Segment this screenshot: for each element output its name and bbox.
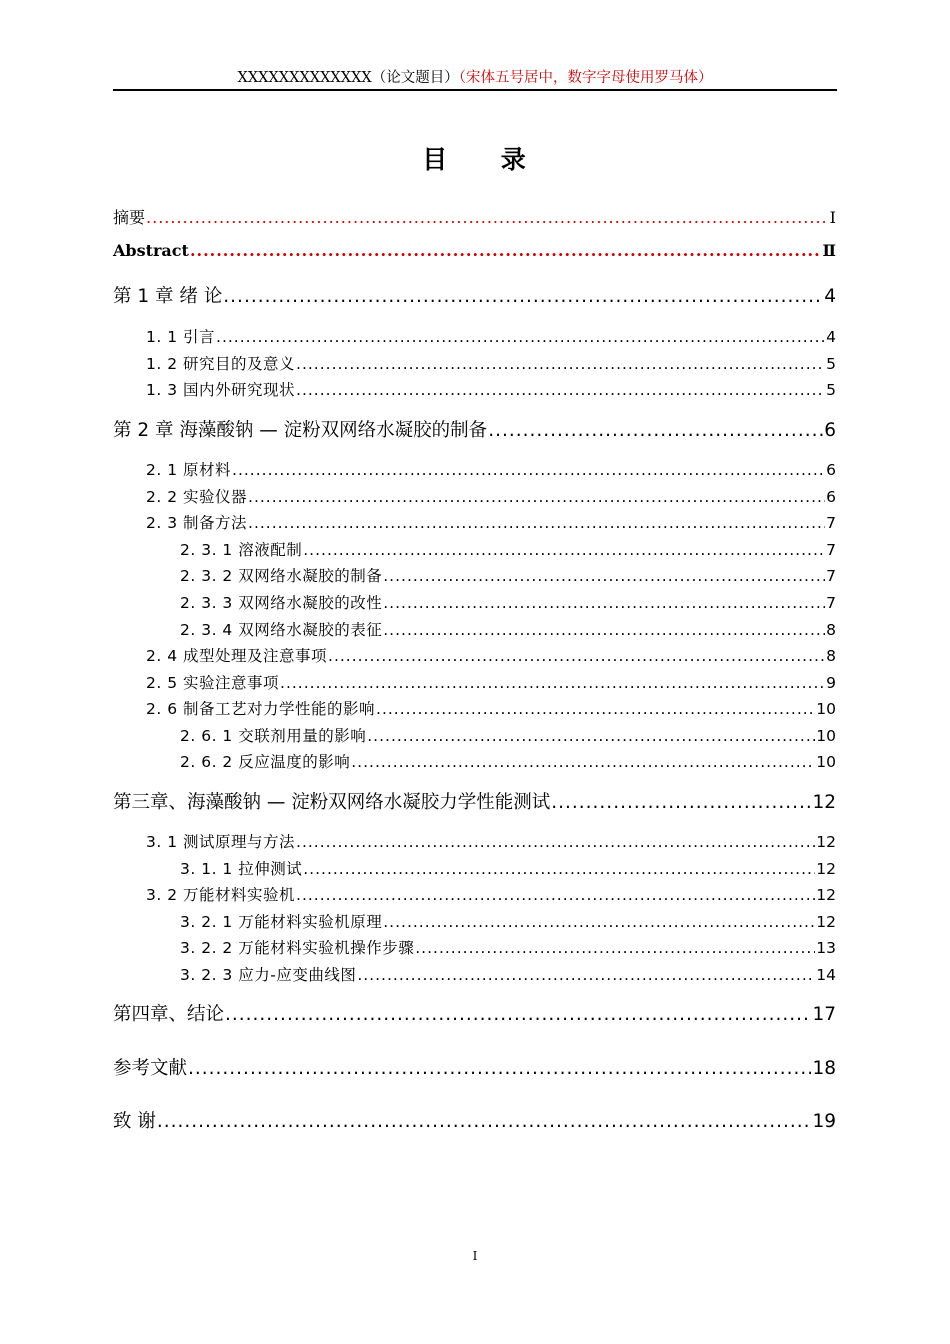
- dot-leader: [146, 208, 829, 227]
- toc-entry-section[interactable]: [146, 485, 836, 507]
- toc-entry-subsection[interactable]: [180, 591, 836, 613]
- toc-entry-subsection[interactable]: [180, 724, 836, 746]
- toc-entry-label: 2. 3. 3 双网络水凝胶的改性: [180, 594, 383, 612]
- toc-entry-section[interactable]: [146, 644, 836, 666]
- dot-leader: [383, 594, 825, 612]
- toc-entry-page: 10: [816, 727, 836, 745]
- toc-entry-page: 5: [826, 381, 836, 399]
- toc-entry-section[interactable]: [146, 511, 836, 533]
- page-header: [113, 68, 837, 91]
- toc-entry-label: 2. 6. 2 反应温度的影响: [180, 753, 351, 771]
- toc-entry-references[interactable]: [113, 1054, 836, 1080]
- toc-entry-label: 2. 1 原材料: [146, 461, 232, 479]
- toc-entry-label: 3. 1. 1 拉伸测试: [180, 860, 303, 878]
- header-title: XXXXXXXXXXXXX（论文题目）: [237, 70, 459, 86]
- dot-leader: [376, 700, 815, 718]
- toc-entry-subsection[interactable]: [180, 963, 836, 985]
- dot-leader: [367, 727, 815, 745]
- toc-entry-label: 2. 5 实验注意事项: [146, 674, 280, 692]
- dot-leader: [280, 674, 825, 692]
- toc-entry-page: 12: [816, 913, 836, 931]
- toc-entry-label: 3. 2. 1 万能材料实验机原理: [180, 913, 383, 931]
- toc-entry-label: 致 谢: [113, 1111, 156, 1132]
- toc-entry-page: 5: [826, 355, 836, 373]
- toc-entry-section[interactable]: [146, 458, 836, 480]
- toc-entry-page: 12: [816, 886, 836, 904]
- toc-entry-page: 7: [826, 567, 836, 585]
- toc-entry-label: 第 1 章 绪 论: [113, 286, 223, 307]
- toc-entry-label: 2. 6 制备工艺对力学性能的影响: [146, 700, 376, 718]
- toc-entry-section[interactable]: [146, 671, 836, 693]
- page-title: [0, 140, 950, 176]
- toc-entry-label: 第三章、海藻酸钠 — 淀粉双网络水凝胶力学性能测试: [113, 792, 551, 813]
- dot-leader: [225, 1004, 811, 1025]
- dot-leader: [383, 567, 825, 585]
- toc-entry-label: 3. 2. 2 万能材料实验机操作步骤: [180, 939, 415, 957]
- toc-entry-page: 13: [816, 939, 836, 957]
- toc-entry-page: Ⅰ: [829, 208, 836, 227]
- dot-leader: [303, 860, 815, 878]
- dot-leader: [188, 1058, 811, 1079]
- toc-entry-abstract-en[interactable]: [113, 241, 836, 260]
- dot-leader: [232, 461, 825, 479]
- dot-leader: [488, 420, 823, 441]
- toc-entry-page: 7: [826, 541, 836, 559]
- toc-entry-page: 12: [812, 792, 836, 813]
- toc-entry-label: 1. 1 引言: [146, 328, 216, 346]
- toc-entry-page: 10: [816, 700, 836, 718]
- toc-entry-label: 2. 4 成型处理及注意事项: [146, 647, 328, 665]
- toc-entry-acknowledgements[interactable]: [113, 1107, 836, 1133]
- toc-entry-page: Ⅱ: [822, 241, 836, 260]
- dot-leader: [351, 753, 815, 771]
- toc-entry-label: 1. 2 研究目的及意义: [146, 355, 296, 373]
- dot-leader: [357, 966, 815, 984]
- toc-entry-subsection[interactable]: [180, 936, 836, 958]
- toc-entry-label: 2. 3. 1 溶液配制: [180, 541, 303, 559]
- dot-leader: [248, 514, 825, 532]
- toc-entry-page: 7: [826, 594, 836, 612]
- dot-leader: [190, 241, 822, 260]
- toc-entry-chapter[interactable]: [113, 1000, 836, 1026]
- toc-entry-page: 9: [826, 674, 836, 692]
- toc-entry-label: 2. 3. 2 双网络水凝胶的制备: [180, 567, 383, 585]
- toc-entry-section[interactable]: [146, 325, 836, 347]
- toc-entry-chapter[interactable]: [113, 416, 836, 442]
- toc-entry-page: 4: [826, 328, 836, 346]
- toc-entry-label: 1. 3 国内外研究现状: [146, 381, 296, 399]
- toc-entry-page: 14: [816, 966, 836, 984]
- page-number: I: [472, 1249, 478, 1263]
- header-format-hint: （宋体五号居中，数字字母使用罗马体）: [458, 70, 713, 86]
- toc-entry-page: 6: [826, 488, 836, 506]
- toc-entry-section[interactable]: [146, 697, 836, 719]
- toc-entry-section[interactable]: [146, 883, 836, 905]
- dot-leader: [383, 621, 825, 639]
- toc-entry-page: 10: [816, 753, 836, 771]
- toc-entry-page: 6: [824, 420, 836, 441]
- toc-entry-subsection[interactable]: [180, 564, 836, 586]
- toc-entry-subsection[interactable]: [180, 538, 836, 560]
- toc-entry-subsection[interactable]: [180, 750, 836, 772]
- dot-leader: [551, 792, 811, 813]
- toc-entry-label: Abstract: [113, 241, 189, 260]
- dot-leader: [296, 355, 825, 373]
- toc-entry-page: 18: [812, 1058, 836, 1079]
- toc-entry-subsection[interactable]: [180, 618, 836, 640]
- toc-entry-label: 摘要: [113, 208, 146, 227]
- dot-leader: [328, 647, 825, 665]
- toc-entry-label: 2. 3. 4 双网络水凝胶的表征: [180, 621, 383, 639]
- toc-entry-subsection[interactable]: [180, 910, 836, 932]
- toc-entry-page: 4: [824, 286, 836, 307]
- toc-entry-label: 2. 2 实验仪器: [146, 488, 248, 506]
- toc-entry-label: 2. 3 制备方法: [146, 514, 248, 532]
- dot-leader: [303, 541, 825, 559]
- toc-entry-label: 3. 2 万能材料实验机: [146, 886, 296, 904]
- title-char: 目: [422, 145, 450, 174]
- dot-leader: [248, 488, 825, 506]
- toc-entry-section[interactable]: [146, 378, 836, 400]
- toc-entry-label: 3. 2. 3 应力-应变曲线图: [180, 966, 357, 984]
- toc-entry-page: 8: [826, 621, 836, 639]
- title-char: 录: [500, 145, 528, 174]
- toc-entry-page: 8: [826, 647, 836, 665]
- dot-leader: [296, 381, 825, 399]
- dot-leader: [223, 286, 823, 307]
- dot-leader: [383, 913, 815, 931]
- toc-entry-page: 7: [826, 514, 836, 532]
- toc-entry-label: 3. 1 测试原理与方法: [146, 833, 296, 851]
- toc-entry-abstract-cn[interactable]: [113, 205, 836, 228]
- toc-entry-page: 6: [826, 461, 836, 479]
- toc-entry-page: 12: [816, 860, 836, 878]
- toc-entry-subsection[interactable]: [180, 857, 836, 879]
- dot-leader: [415, 939, 815, 957]
- toc-entry-label: 参考文献: [113, 1058, 188, 1079]
- toc-entry-label: 第四章、结论: [113, 1004, 225, 1025]
- dot-leader: [157, 1111, 812, 1132]
- toc-entry-chapter[interactable]: [113, 788, 836, 814]
- toc-entry-label: 2. 6. 1 交联剂用量的影响: [180, 727, 367, 745]
- toc-entry-page: 19: [812, 1111, 836, 1132]
- dot-leader: [296, 886, 815, 904]
- toc-entry-page: 12: [816, 833, 836, 851]
- toc-entry-label: 第 2 章 海藻酸钠 — 淀粉双网络水凝胶的制备: [113, 420, 488, 441]
- toc-entry-section[interactable]: [146, 830, 836, 852]
- dot-leader: [216, 328, 825, 346]
- dot-leader: [296, 833, 815, 851]
- toc-entry-section[interactable]: [146, 352, 836, 374]
- toc-entry-chapter[interactable]: [113, 282, 836, 308]
- toc-entry-page: 17: [812, 1004, 836, 1025]
